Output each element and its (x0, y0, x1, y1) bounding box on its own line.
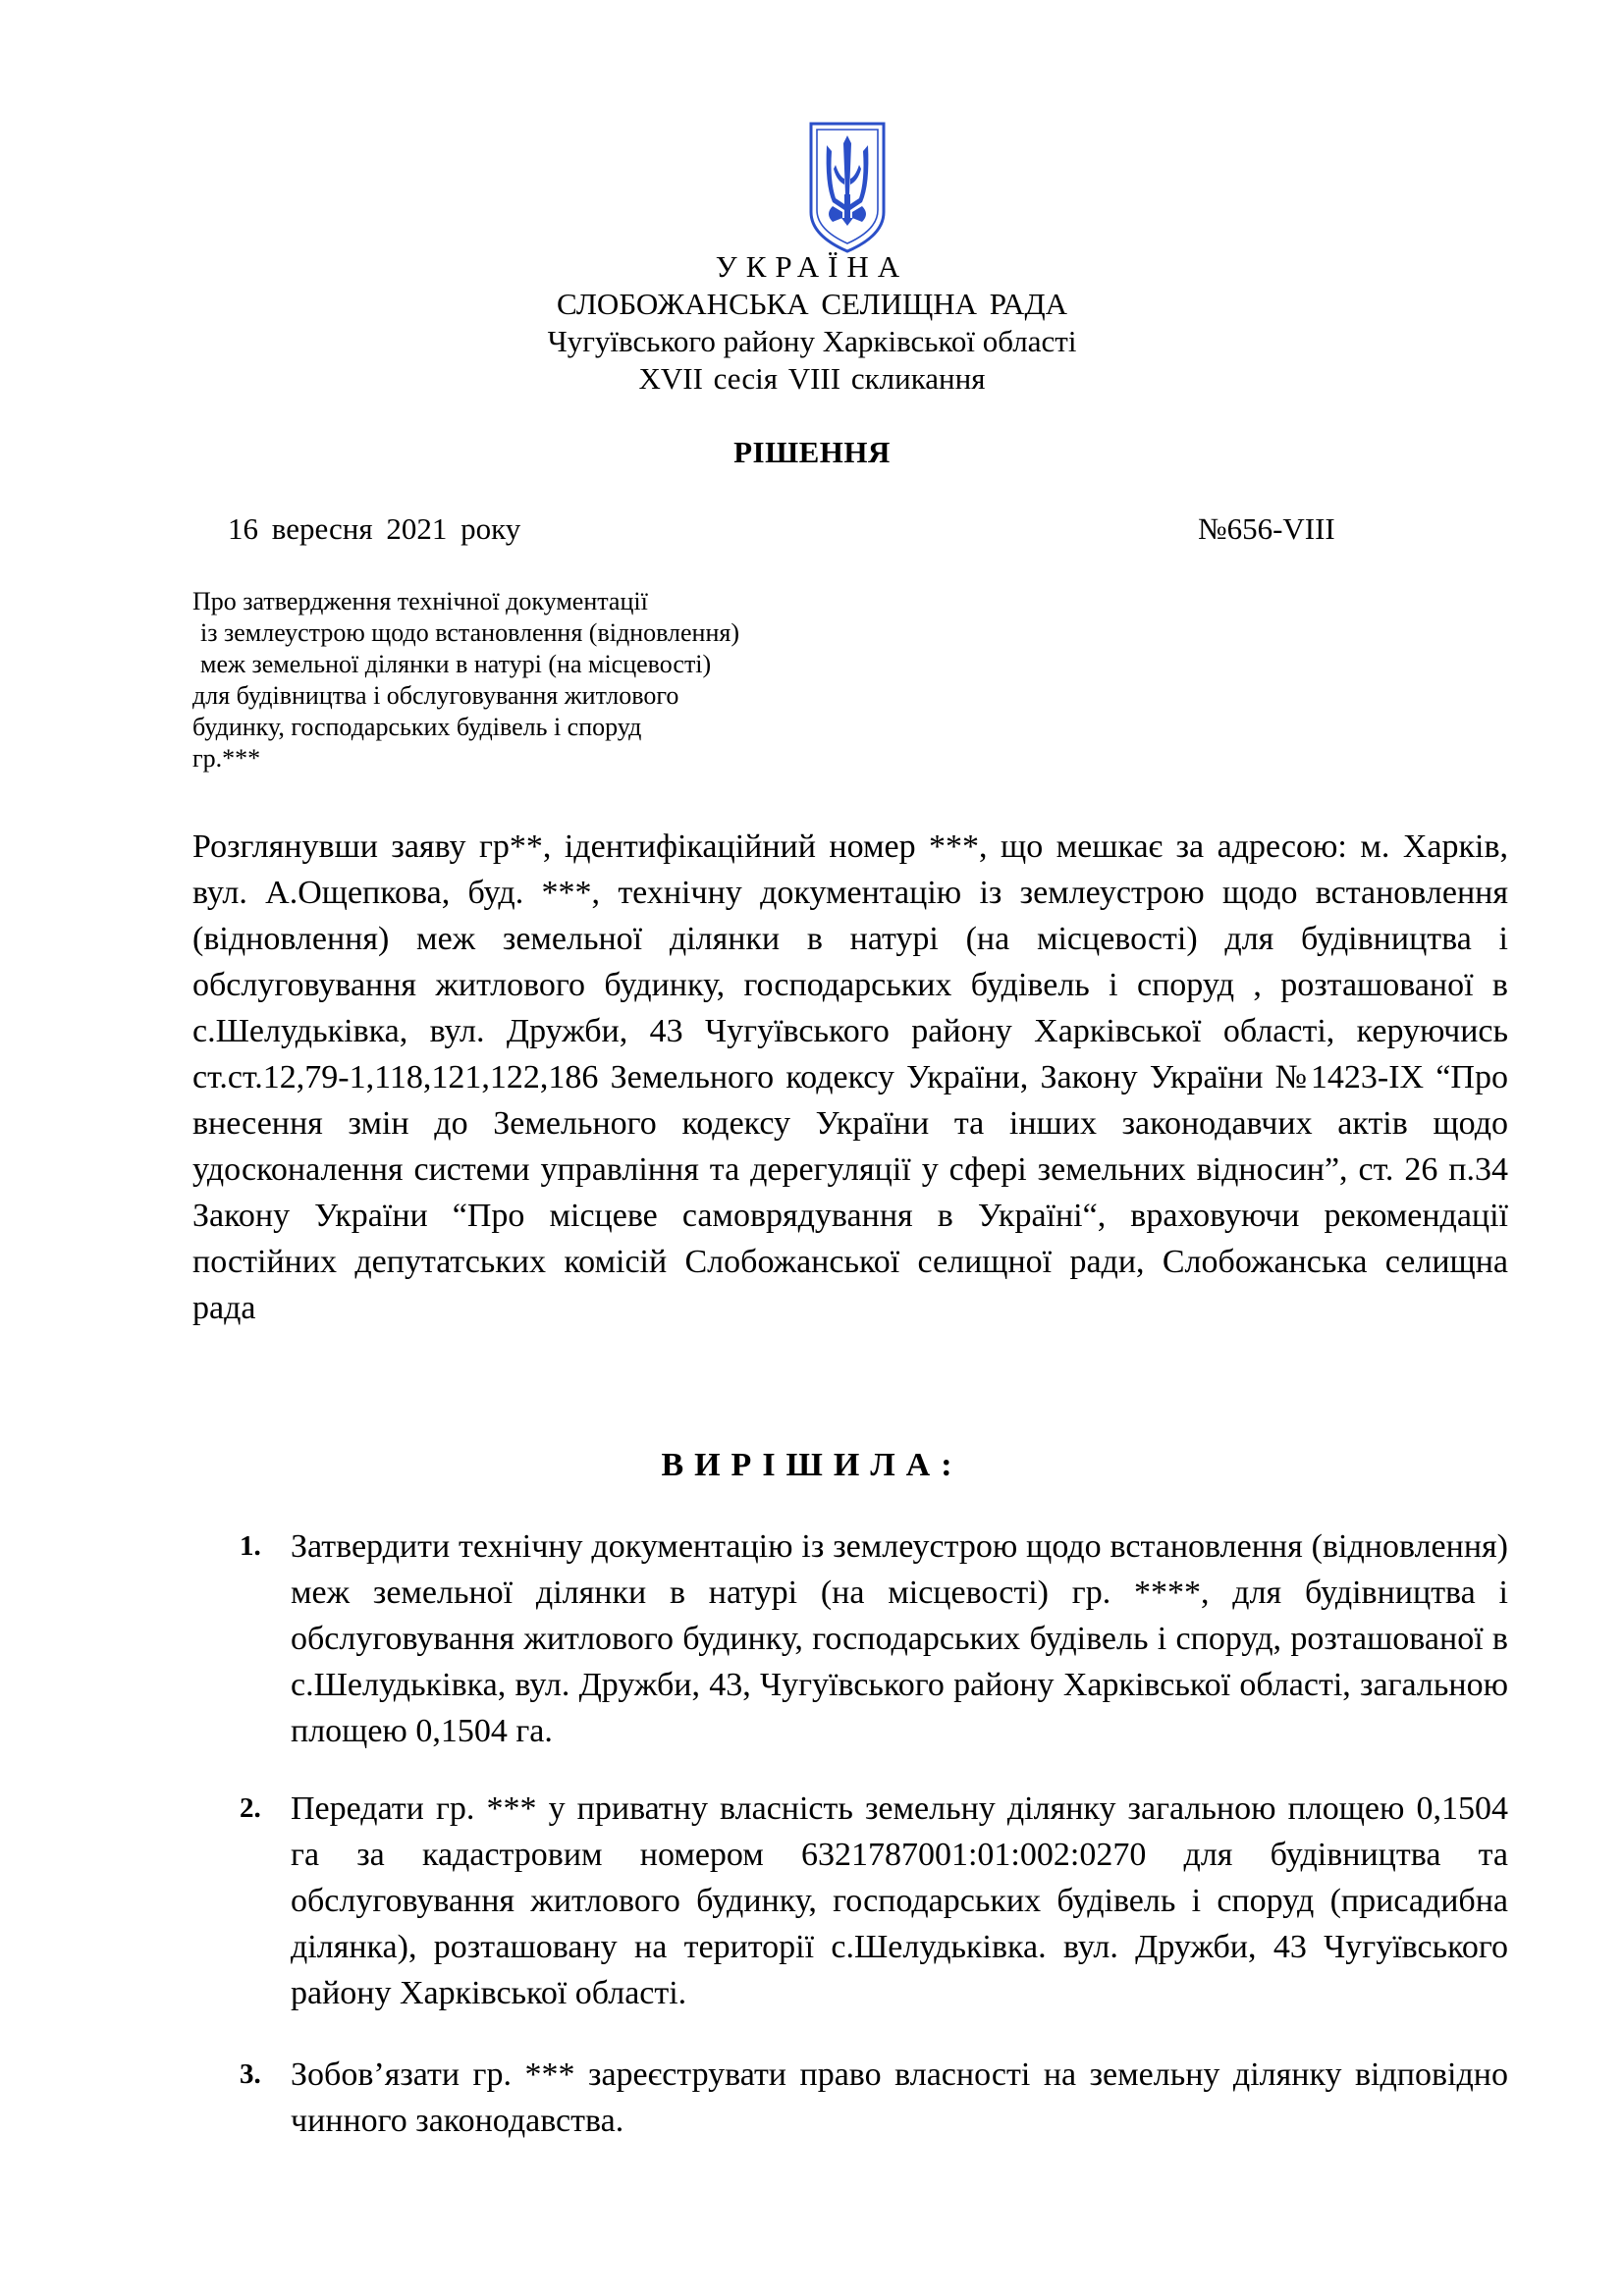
item-number: 2. (240, 1792, 261, 1824)
decision-subject (192, 586, 880, 774)
subject-line: будинку, господарських будівель і споруд (192, 713, 642, 741)
district-name: Чугуївського району Харківської області (547, 324, 1077, 358)
item-number: 3. (240, 2058, 261, 2090)
subject-line: меж земельної ділянки в натурі (на місцевості) (200, 650, 712, 678)
item-text: Зобов’язати гр. *** зареєструвати право власності на земельну ділянку відповідно чинного законодавства. (291, 2056, 1508, 2139)
decision-title: РІШЕННЯ (733, 435, 891, 469)
item-text: Передати гр. *** у приватну власність земельну ділянку загальною площею 0,1504 га за кадастровим номером 6321787001:01:002:0270 для будівництва та обслуговування житлового будинку, господарських будівель і споруд (присадибна ділянка), розташовану на території с.Шелудьківка. вул. Дружби, 43 Чугуївського району Харківської області. (291, 1790, 1508, 2011)
resolved-heading: ВИРІШИЛА: (661, 1447, 963, 1483)
subject-line: для будівництва і обслуговування житлового (192, 681, 679, 710)
list-item (240, 2052, 1508, 2144)
list-item (240, 1523, 1508, 1754)
ukraine-trident-icon (805, 116, 890, 255)
decision-number: №656-VIII (1198, 511, 1335, 546)
subject-line: гр.*** (192, 744, 261, 773)
subject-line: із землеустрою щодо встановлення (відновлення) (200, 618, 739, 647)
item-text: Затвердити технічну документацію із землеустрою щодо встановлення (відновлення) меж земельної ділянки в натурі (на місцевості) гр. ****, для будівництва і обслуговування житлового будинку, господарських будівель і споруд, розташованої в с.Шелудьківка, вул. Дружби, 43, Чугуївського району Харківської області, загальною площею 0,1504 га. (291, 1528, 1508, 1749)
decision-items-list (240, 1523, 1508, 2144)
item-number: 1. (240, 1530, 261, 1562)
session-info: XVII сесія VIII скликання (638, 361, 986, 396)
decision-date: 16 вересня 2021 року (228, 511, 521, 546)
country-title: УКРАЇНА (715, 249, 909, 284)
list-item (240, 1786, 1508, 2016)
preamble-paragraph: Розглянувши заяву гр**, ідентифікаційний номер ***, що мешкає за адресою: м. Харків, вул. А.Ощепкова, буд. ***, технічну документацію із землеустрою щодо встановлення (відновлення) меж земельної ділянки в натурі (на місцевості) для будівництва і обслуговування житлового будинку, господарських будівель і споруд , розташованої в с.Шелудьківка, вул. Дружби, 43 Чугуївського району Харківської області, керуючись ст.ст.12,79-1,118,121,122,186 Земельного кодексу України, Закону України №1423-IX “Про внесення змін до Земельного кодексу України та інших законодавчих актів щодо удосконалення системи управління та дерегуляції у сфері земельних відносин”, ст. 26 п.34 Закону України “Про місцеве самоврядування в Україні“, враховуючи рекомендації постійних депутатських комісій Слобожанської селищної ради, Слобожанська селищна рада (192, 828, 1508, 1326)
council-name: СЛОБОЖАНСЬКА СЕЛИЩНА РАДА (557, 287, 1067, 321)
subject-line: Про затвердження технічної документації (192, 587, 648, 615)
